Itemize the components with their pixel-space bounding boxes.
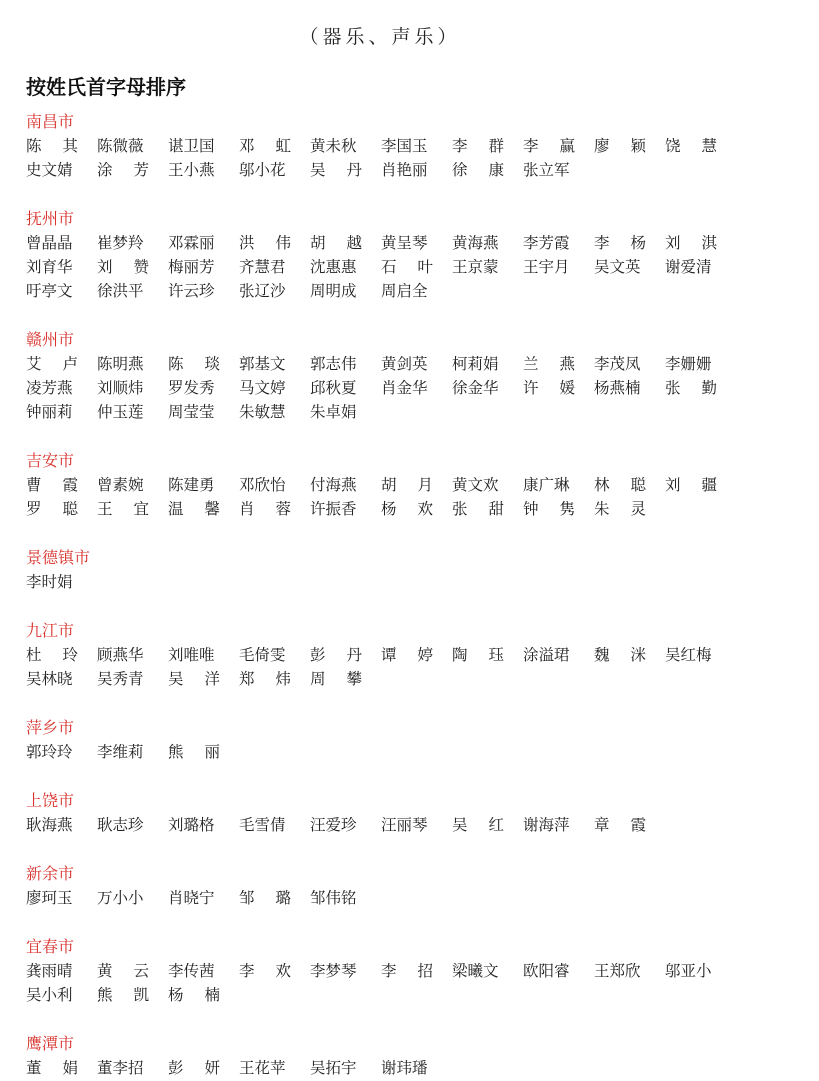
person-name: 付海燕 (310, 476, 357, 494)
person-name: 周 攀 (310, 670, 362, 688)
person-name: 李 赢 (523, 137, 575, 155)
person-name: 吴林晓 (26, 670, 73, 688)
person-name: 陈 琰 (168, 355, 220, 373)
person-name: 董 娟 (26, 1059, 78, 1077)
person-name: 曾晶晶 (26, 234, 73, 252)
person-name: 兰 燕 (523, 355, 575, 373)
person-name: 王花苹 (239, 1059, 286, 1077)
person-name: 李 招 (381, 962, 433, 980)
person-name: 顾燕华 (97, 646, 144, 664)
city-name: 宜春市 (26, 937, 75, 956)
person-name: 徐金华 (452, 379, 499, 397)
person-name: 张 甜 (452, 500, 504, 518)
person-name: 吁亭文 (26, 282, 73, 300)
name-row (26, 813, 796, 837)
person-name: 史文婧 (26, 161, 73, 179)
person-name: 廖 颖 (594, 137, 646, 155)
city-section (26, 716, 796, 764)
city-section (26, 789, 796, 837)
person-name: 毛倚雯 (239, 646, 286, 664)
person-name: 毛雪倩 (239, 816, 286, 834)
person-name: 钟 隽 (523, 500, 575, 518)
person-name: 汪爱珍 (310, 816, 357, 834)
person-name: 谢爱清 (665, 258, 712, 276)
person-name: 李 欢 (239, 962, 291, 980)
person-name: 康广琳 (523, 476, 570, 494)
city-name: 鹰潭市 (26, 1034, 75, 1053)
person-name: 杨 欢 (381, 500, 433, 518)
person-name: 许振香 (310, 500, 357, 518)
person-name: 李梦琴 (310, 962, 357, 980)
person-name: 王小燕 (168, 161, 215, 179)
name-row (26, 497, 796, 521)
person-name: 杜 玲 (26, 646, 78, 664)
person-name: 肖金华 (381, 379, 428, 397)
person-name: 郭志伟 (310, 355, 357, 373)
person-name: 陈微薇 (97, 137, 144, 155)
person-name: 邬亚小 (665, 962, 712, 980)
person-name: 洪 伟 (239, 234, 291, 252)
person-name: 凌芳燕 (26, 379, 73, 397)
city-name: 赣州市 (26, 330, 75, 349)
name-row (26, 886, 796, 910)
person-name: 涂 芳 (97, 161, 149, 179)
person-name: 张辽沙 (239, 282, 286, 300)
person-name: 梁曦文 (452, 962, 499, 980)
person-name: 朱 灵 (594, 500, 646, 518)
person-name: 邬小花 (239, 161, 286, 179)
person-name: 郭玲玲 (26, 743, 73, 761)
person-name: 廖珂玉 (26, 889, 73, 907)
person-name: 黄剑英 (381, 355, 428, 373)
name-row (26, 231, 796, 255)
name-row (26, 1056, 796, 1080)
person-name: 吴文英 (594, 258, 641, 276)
person-name: 章 霞 (594, 816, 646, 834)
person-name: 李时娟 (26, 573, 73, 591)
person-name: 曹 霞 (26, 476, 78, 494)
person-name: 陶 珏 (452, 646, 504, 664)
city-section (26, 328, 796, 424)
city-section (26, 207, 796, 303)
person-name: 张立军 (523, 161, 570, 179)
person-name: 李维莉 (97, 743, 144, 761)
person-name: 沈惠惠 (310, 258, 357, 276)
person-name: 黄海燕 (452, 234, 499, 252)
name-row (26, 740, 796, 764)
person-name: 熊 丽 (168, 743, 220, 761)
person-name: 汪丽琴 (381, 816, 428, 834)
person-name: 耿海燕 (26, 816, 73, 834)
person-name: 郭基文 (239, 355, 286, 373)
person-name: 李 群 (452, 137, 504, 155)
person-name: 王郑欣 (594, 962, 641, 980)
person-name: 张 勤 (665, 379, 717, 397)
name-row (26, 255, 796, 279)
person-name: 谢海萍 (523, 816, 570, 834)
name-row (26, 158, 796, 182)
person-name: 邹伟铭 (310, 889, 357, 907)
person-name: 欧阳睿 (523, 962, 570, 980)
person-name: 温 馨 (168, 500, 220, 518)
person-name: 王京蒙 (452, 258, 499, 276)
person-name: 杨 楠 (168, 986, 220, 1004)
person-name: 吴 丹 (310, 161, 362, 179)
person-name: 黄文欢 (452, 476, 499, 494)
person-name: 邹 璐 (239, 889, 291, 907)
city-section (26, 935, 796, 1007)
person-name: 许 媛 (523, 379, 575, 397)
person-name: 柯莉娟 (452, 355, 499, 373)
name-row (26, 279, 796, 303)
person-name: 熊 凯 (97, 986, 149, 1004)
city-section (26, 1032, 796, 1080)
person-name: 耿志珍 (97, 816, 144, 834)
person-name: 吴小利 (26, 986, 73, 1004)
person-name: 彭 丹 (310, 646, 362, 664)
person-name: 胡 越 (310, 234, 362, 252)
person-name: 吴秀青 (97, 670, 144, 688)
name-row (26, 667, 796, 691)
person-name: 罗 聪 (26, 500, 78, 518)
person-name: 曾素婉 (97, 476, 144, 494)
person-name: 石 叶 (381, 258, 433, 276)
name-row (26, 473, 796, 497)
person-name: 吴 洋 (168, 670, 220, 688)
person-name: 谭 婷 (381, 646, 433, 664)
person-name: 陈建勇 (168, 476, 215, 494)
city-name: 抚州市 (26, 209, 75, 228)
person-name: 崔梦羚 (97, 234, 144, 252)
person-name: 马文婷 (239, 379, 286, 397)
city-name: 新余市 (26, 864, 75, 883)
person-name: 董李招 (97, 1059, 144, 1077)
person-name: 许云珍 (168, 282, 215, 300)
person-name: 吴红梅 (665, 646, 712, 664)
person-name: 饶 慧 (665, 137, 717, 155)
person-name: 周莹莹 (168, 403, 215, 421)
person-name: 李茂凤 (594, 355, 641, 373)
person-name: 艾 卢 (26, 355, 78, 373)
name-row (26, 134, 796, 158)
person-name: 李 杨 (594, 234, 646, 252)
person-name: 邱秋夏 (310, 379, 357, 397)
city-name: 九江市 (26, 621, 75, 640)
person-name: 刘璐格 (168, 816, 215, 834)
person-name: 王 宜 (97, 500, 149, 518)
person-name: 李国玉 (381, 137, 428, 155)
city-name: 景德镇市 (26, 548, 91, 567)
subtitle: （器乐、声乐） (299, 26, 461, 48)
person-name: 龚雨晴 (26, 962, 73, 980)
city-name: 南昌市 (26, 112, 75, 131)
person-name: 黄未秋 (310, 137, 357, 155)
person-name: 邓 虹 (239, 137, 291, 155)
name-row (26, 352, 796, 376)
person-name: 钟丽莉 (26, 403, 73, 421)
name-row (26, 570, 796, 594)
city-section (26, 449, 796, 521)
city-section (26, 110, 796, 182)
name-row (26, 959, 796, 983)
person-name: 朱卓娟 (310, 403, 357, 421)
person-name: 魏 洣 (594, 646, 646, 664)
person-name: 万小小 (97, 889, 144, 907)
person-name: 梅丽芳 (168, 258, 215, 276)
person-name: 齐慧君 (239, 258, 286, 276)
person-name: 仲玉莲 (97, 403, 144, 421)
person-name: 涂溢珺 (523, 646, 570, 664)
person-name: 刘 疆 (665, 476, 717, 494)
person-name: 谢玮璠 (381, 1059, 428, 1077)
person-name: 郑 炜 (239, 670, 291, 688)
person-name: 肖艳丽 (381, 161, 428, 179)
person-name: 李传茜 (168, 962, 215, 980)
person-name: 邓欣怡 (239, 476, 286, 494)
city-section (26, 546, 796, 594)
person-name: 黄呈琴 (381, 234, 428, 252)
person-name: 肖晓宁 (168, 889, 215, 907)
person-name: 肖 蓉 (239, 500, 291, 518)
person-name: 周明成 (310, 282, 357, 300)
city-section (26, 619, 796, 691)
person-name: 彭 妍 (168, 1059, 220, 1077)
person-name: 徐洪平 (97, 282, 144, 300)
person-name: 刘 赞 (97, 258, 149, 276)
name-row (26, 643, 796, 667)
name-row (26, 400, 796, 424)
city-name: 上饶市 (26, 791, 75, 810)
person-name: 徐 康 (452, 161, 504, 179)
person-name: 刘顺炜 (97, 379, 144, 397)
name-row (26, 376, 796, 400)
person-name: 吴拓宇 (310, 1059, 357, 1077)
person-name: 刘唯唯 (168, 646, 215, 664)
person-name: 王宇月 (523, 258, 570, 276)
person-name: 李姗姗 (665, 355, 712, 373)
person-name: 邓霖丽 (168, 234, 215, 252)
person-name: 陈 其 (26, 137, 78, 155)
person-name: 周启全 (381, 282, 428, 300)
person-name: 吴 红 (452, 816, 504, 834)
person-name: 黄 云 (97, 962, 149, 980)
city-section (26, 862, 796, 910)
person-name: 杨燕楠 (594, 379, 641, 397)
person-name: 刘育华 (26, 258, 73, 276)
sort-heading: 按姓氏首字母排序 (26, 75, 186, 99)
person-name: 李芳霞 (523, 234, 570, 252)
city-name: 吉安市 (26, 451, 75, 470)
person-name: 林 聪 (594, 476, 646, 494)
person-name: 刘 淇 (665, 234, 717, 252)
person-name: 陈明燕 (97, 355, 144, 373)
name-row (26, 983, 796, 1007)
person-name: 朱敏慧 (239, 403, 286, 421)
person-name: 谌卫国 (168, 137, 215, 155)
city-name: 萍乡市 (26, 718, 75, 737)
person-name: 罗发秀 (168, 379, 215, 397)
person-name: 胡 月 (381, 476, 433, 494)
